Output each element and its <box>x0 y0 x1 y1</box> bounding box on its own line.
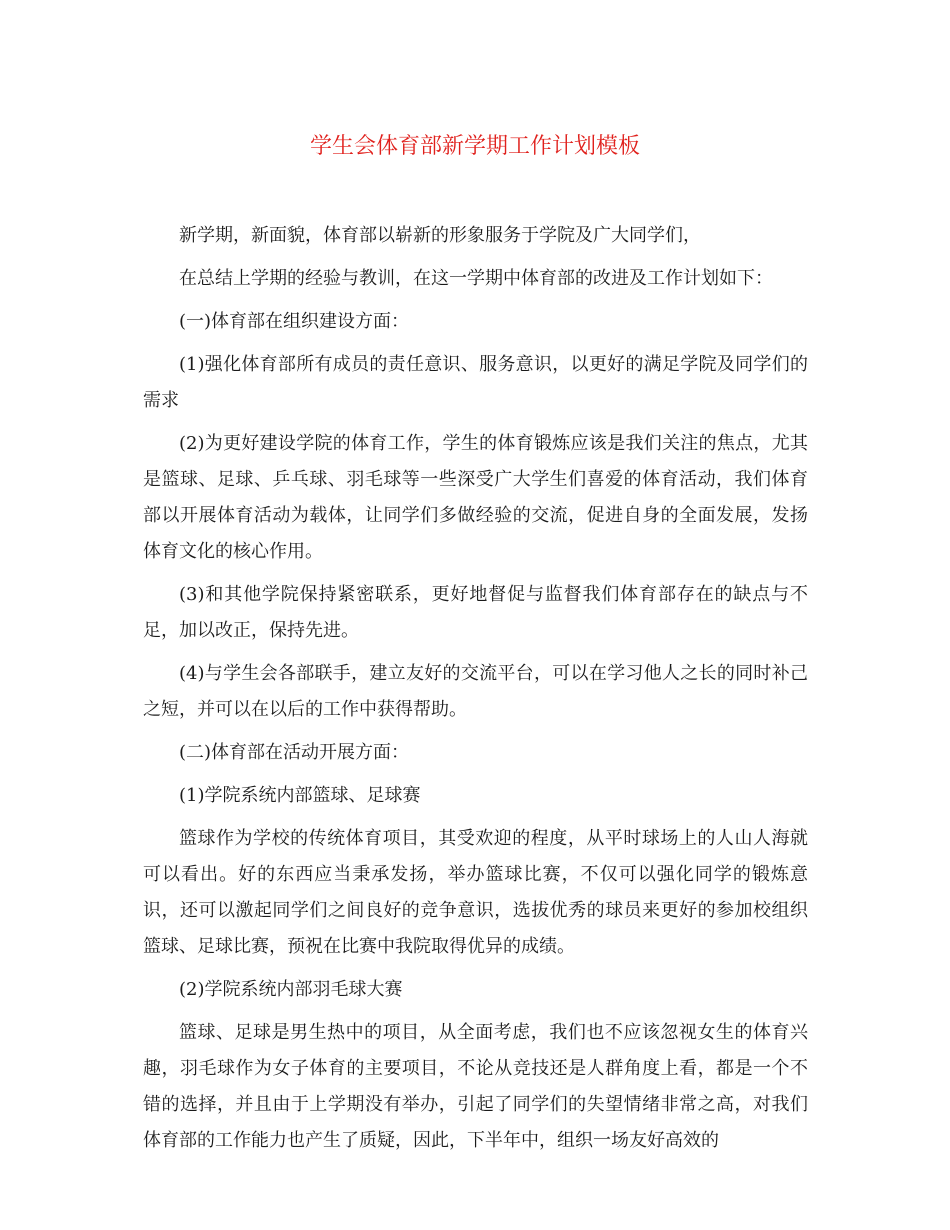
section-heading: (一)体育部在组织建设方面： <box>179 311 410 332</box>
paragraph: 在总结上学期的经验与教训，在这一学期中体育部的改进及工作计划如下： <box>179 268 773 289</box>
paragraph: (3)和其他学院保持紧密联系，更好地督促与监督我们体育部存在的缺点与不足，加以改正，保持先进。 <box>143 584 808 641</box>
document-body <box>143 218 808 1166</box>
subsection-heading: (2)学院系统内部羽毛球大赛 <box>179 979 403 1000</box>
subsection-heading: (1)学院系统内部篮球、足球赛 <box>179 785 421 806</box>
document-title: 学生会体育部新学期工作计划模板 <box>309 134 640 159</box>
paragraph: (1)强化体育部所有成员的责任意识、服务意识，以更好的满足学院及同学们的需求 <box>143 354 808 411</box>
paragraph: 新学期，新面貌，体育部以崭新的形象服务于学院及广大同学们， <box>179 225 701 246</box>
section-heading: (二)体育部在活动开展方面： <box>179 742 410 763</box>
paragraph: 篮球作为学校的传统体育项目，其受欢迎的程度，从平时球场上的人山人海就可以看出。好的东西应当秉承发扬，举办篮球比赛，不仅可以强化同学的锻炼意识，还可以激起同学们之间良好的竞争意识，选拔优秀的球员来更好的参加校组织篮球、足球比赛，预祝在比赛中我院取得优异的成绩。 <box>143 828 808 957</box>
paragraph: (2)为更好建设学院的体育工作，学生的体育锻炼应该是我们关注的焦点，尤其是篮球、足球、乒乓球、羽毛球等一些深受广大学生们喜爱的体育活动，我们体育部以开展体育活动为载体，让同学们多做经验的交流，促进自身的全面发展，发扬体育文化的核心作用。 <box>143 433 808 562</box>
paragraph: 篮球、足球是男生热中的项目，从全面考虑，我们也不应该忽视女生的体育兴趣，羽毛球作为女子体育的主要项目，不论从竞技还是人群角度上看，都是一个不错的选择，并且由于上学期没有举办，引起了同学们的失望情绪非常之高，对我们体育部的工作能力也产生了质疑，因此，下半年中，组织一场友好高效的 <box>143 1022 808 1151</box>
paragraph: (4)与学生会各部联手，建立友好的交流平台，可以在学习他人之长的同时补己之短，并可以在以后的工作中获得帮助。 <box>143 663 808 720</box>
